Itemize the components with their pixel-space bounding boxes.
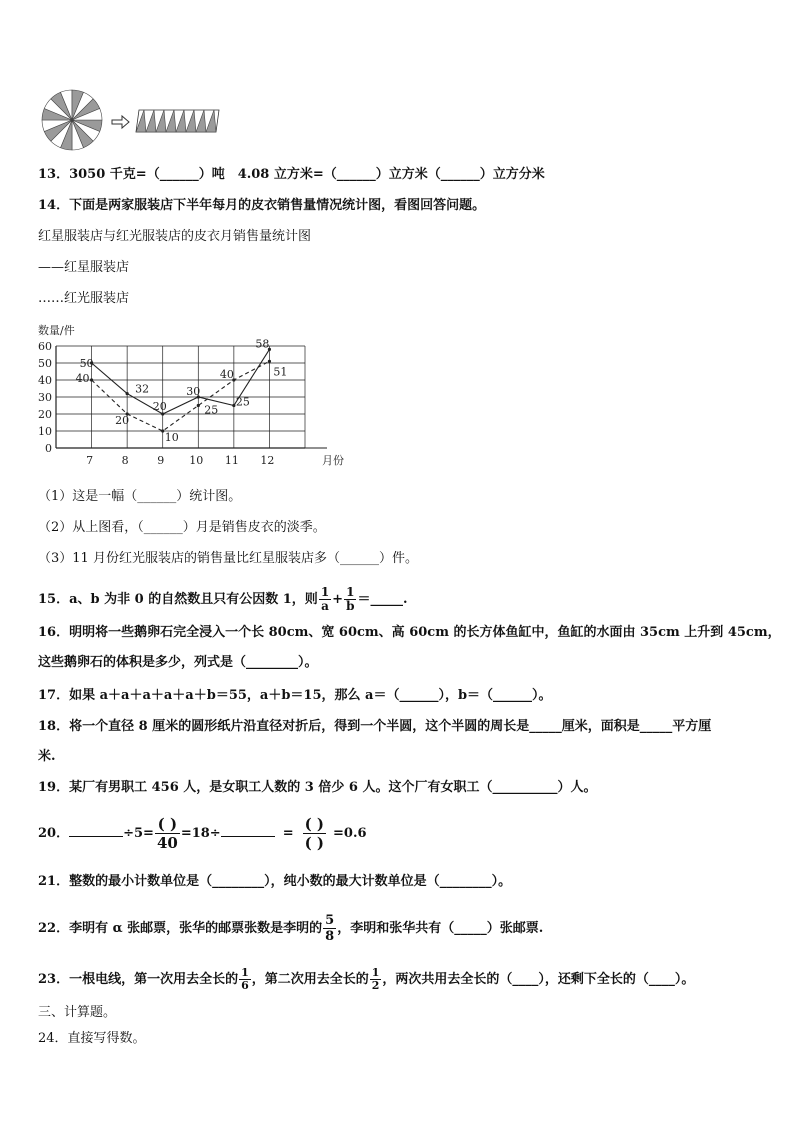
fraction-numerator: 5 <box>325 913 335 928</box>
x-tick-label: 9 <box>157 454 165 467</box>
q20-div5: ÷5= <box>123 826 154 841</box>
circle-rearrangement-figure <box>40 86 230 154</box>
data-point <box>126 392 129 395</box>
plus-sign: + <box>332 592 344 607</box>
fraction-denominator: b <box>346 599 355 613</box>
sector-circle <box>42 90 102 150</box>
fraction-1-over-6 <box>239 967 251 992</box>
q22-suffix: ，李明和张华共有（_____）张邮票. <box>337 921 544 936</box>
x-tick-label: 7 <box>86 454 94 467</box>
data-label: 51 <box>273 365 288 379</box>
fraction-numerator: 1 <box>344 586 356 600</box>
sales-line-chart <box>30 320 360 475</box>
question-17: 17．如果 a＋a＋a＋a＋a＋b＝55，a＋b＝15，那么 a＝（______），b＝（______）。 <box>38 688 552 703</box>
question-14-intro: 14．下面是两家服装店下半年每月的皮衣销售量情况统计图，看图回答问题。 <box>38 198 486 213</box>
q20-eq: = <box>282 826 294 841</box>
question-19: 19．某厂有男职工 456 人，是女职工人数的 3 倍少 6 人。这个厂有女职工（__________）人。 <box>38 780 597 795</box>
x-tick-label: 11 <box>224 454 239 467</box>
fraction-denominator: 2 <box>371 979 380 992</box>
y-tick-label: 60 <box>38 340 52 353</box>
rearranged-strip <box>136 110 219 132</box>
question-20 <box>38 814 367 854</box>
q20-tail: =0.6 <box>333 826 367 841</box>
y-tick-label: 20 <box>38 408 52 421</box>
question-18-line1: 18．将一个直径 8 厘米的圆形纸片沿直径对折后，得到一个半圆，这个半圆的周长是_____厘米，面积是_____平方厘 <box>38 719 712 734</box>
legend-dashed: ……红光服装店 <box>38 291 130 306</box>
fraction-numerator: ( ) <box>155 815 180 834</box>
fraction-denominator: 8 <box>325 929 335 944</box>
question-23 <box>38 964 694 996</box>
data-point <box>268 360 271 363</box>
question-13: 13．3050 千克=（______）吨 4.08 立方米=（______）立方米（______）立方分米 <box>38 167 545 182</box>
q23-part2: ，第二次用去全长的 <box>251 972 369 987</box>
x-tick-label: 12 <box>260 454 275 467</box>
data-point <box>90 378 93 381</box>
question-18-line2: 米. <box>38 749 56 764</box>
y-tick-label: 40 <box>38 374 52 387</box>
blank-line <box>69 824 123 837</box>
q15-suffix: ＝_____. <box>357 592 408 607</box>
data-label: 50 <box>79 357 94 370</box>
question-15 <box>38 586 408 613</box>
y-tick-label: 30 <box>38 391 52 404</box>
q20-eq18: =18÷ <box>180 826 221 841</box>
question-24: 24．直接写得数。 <box>38 1031 146 1046</box>
x-axis-label: 月份 <box>322 454 344 467</box>
y-tick-label: 10 <box>38 425 52 438</box>
q23-part3: ，两次共用去全长的（____），还剩下全长的（____）。 <box>382 972 695 987</box>
q15-prefix: 15．a、b 为非 0 的自然数且只有公因数 1，则 <box>38 592 318 607</box>
fraction-1-over-b <box>344 586 356 613</box>
fraction-denominator: a <box>321 599 329 613</box>
question-22 <box>38 912 543 946</box>
data-label: 20 <box>152 400 167 413</box>
question-14-sub2: （2）从上图看，（______）月是销售皮衣的淡季。 <box>38 520 326 535</box>
data-point <box>197 404 200 407</box>
fraction-numerator: ( ) <box>304 815 325 833</box>
q23-part1: 23．一根电线，第一次用去全长的 <box>38 972 239 987</box>
fraction-numerator: 1 <box>320 585 330 599</box>
legend-solid: ——红星服装店 <box>38 260 130 275</box>
fraction-numerator: 1 <box>371 966 380 979</box>
fraction-paren-over-40 <box>155 815 180 852</box>
fraction-1-over-a <box>319 586 331 613</box>
question-14-sub1: （1）这是一幅（______）统计图。 <box>38 489 242 504</box>
x-tick-label: 10 <box>189 454 204 467</box>
chart-title: 红星服装店与红光服装店的皮衣月销售量统计图 <box>38 229 312 244</box>
fraction-paren-over-paren <box>303 815 326 852</box>
data-label: 25 <box>235 395 250 409</box>
fraction-5-over-8 <box>323 913 336 944</box>
section-3-heading: 三、计算题。 <box>38 1005 117 1020</box>
blank-line <box>221 824 275 837</box>
question-21: 21．整数的最小计数单位是（________），纯小数的最大计数单位是（________）。 <box>38 874 512 889</box>
y-tick-label: 50 <box>38 357 52 370</box>
question-16-line1: 16．明明将一些鹅卵石完全浸入一个长 80cm、宽 60cm、高 60cm 的长方体鱼缸中，鱼缸的水面由 35cm 上升到 45cm， <box>38 625 781 640</box>
arrow-icon <box>112 116 129 128</box>
q22-prefix: 22．李明有 α 张邮票，张华的邮票张数是李明的 <box>38 921 323 936</box>
data-label: 40 <box>219 368 234 381</box>
fraction-denominator: ( ) <box>304 834 325 852</box>
y-axis-label: 数量/件 <box>38 324 75 337</box>
question-16-line2: 这些鹅卵石的体积是多少，列式是（________）。 <box>38 655 318 670</box>
data-label: 10 <box>164 431 179 444</box>
fraction-1-over-2 <box>370 967 382 992</box>
fraction-denominator: 6 <box>241 979 249 992</box>
data-label: 40 <box>75 372 90 385</box>
question-14-sub3: （3）11 月份红光服装店的销售量比红星服装店多（______）件。 <box>38 551 418 566</box>
fraction-numerator: 1 <box>241 966 249 979</box>
data-label: 32 <box>135 382 150 396</box>
x-tick-label: 8 <box>121 454 129 467</box>
data-label: 30 <box>186 385 201 398</box>
data-label: 20 <box>115 414 130 427</box>
fraction-denominator: 40 <box>156 834 178 852</box>
data-label: 58 <box>255 337 270 351</box>
data-label: 25 <box>204 403 219 417</box>
y-tick-label: 0 <box>45 442 52 455</box>
q20-label: 20． <box>38 826 70 841</box>
